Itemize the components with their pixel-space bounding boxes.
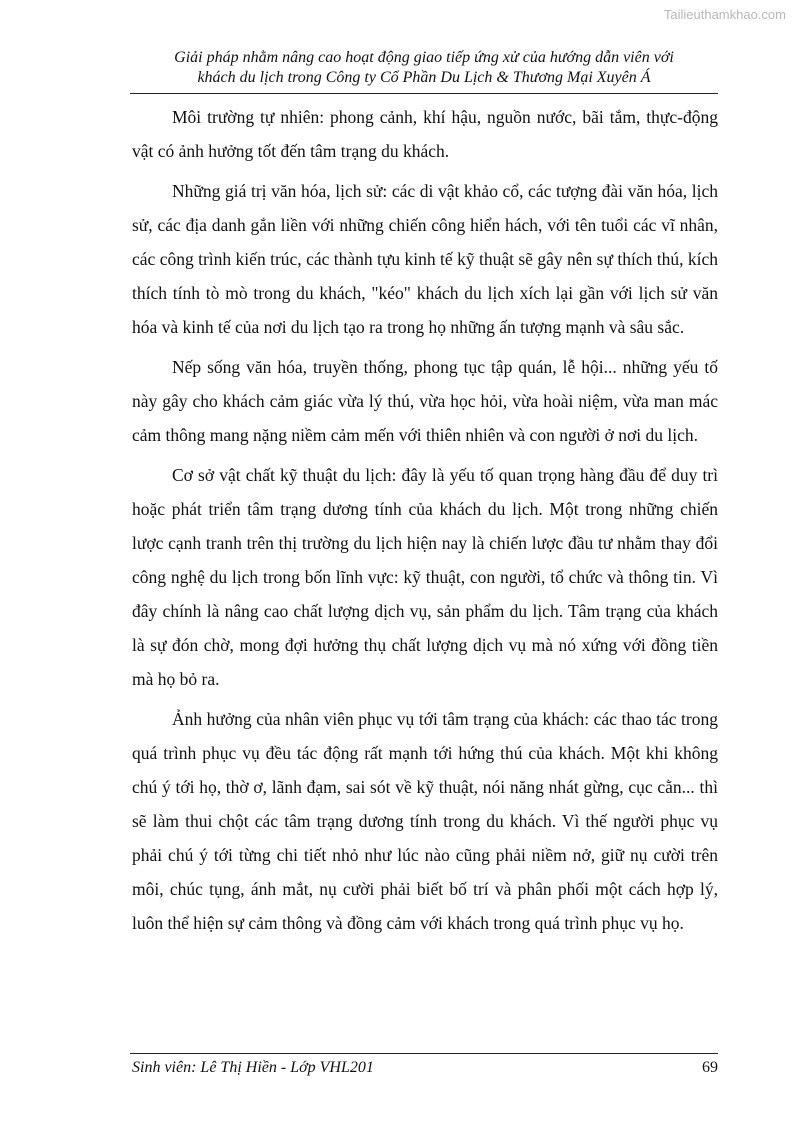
- page-number: 69: [702, 1059, 718, 1076]
- header-line-1: Giải pháp nhằm nâng cao hoạt động giao tiếp ứng xử của hướng dẫn viên với: [174, 49, 674, 66]
- paragraph: Môi trường tự nhiên: phong cảnh, khí hậu, nguồn nước, bãi tắm, thực-động vật có ảnh hưởng tốt đến tâm trạng du khách.: [132, 107, 718, 161]
- paragraph: Cơ sở vật chất kỹ thuật du lịch: đây là yếu tố quan trọng hàng đầu để duy trì hoặc phát triển tâm trạng dương tính của khách du lịch. Một trong những chiến lược cạnh tranh trên thị trường du lịch hiện nay là chiến lược đầu tư nhằm thay đổi công nghệ du lịch trong bốn lĩnh vực: kỹ thuật, con người, tổ chức và thông tin. Vì đây chính là nâng cao chất lượng dịch vụ, sản phẩm du lịch. Tâm trạng của khách là sự đón chờ, mong đợi hưởng thụ chất lượng dịch vụ mà nó xứng với đồng tiền mà họ bỏ ra.: [132, 465, 718, 689]
- document-body: [132, 100, 718, 946]
- watermark: Tailieuthamkhao.com: [663, 7, 786, 22]
- paragraph: Những giá trị văn hóa, lịch sử: các di vật khảo cổ, các tượng đài văn hóa, lịch sử, các địa danh gắn liền với những chiến công hiển hách, với tên tuổi các vĩ nhân, các công trình kiến trúc, các thành tựu kinh tế kỹ thuật sẽ gây nên sự thích thú, kích thích tính tò mò trong du khách, "kéo" khách du lịch xích lại gần với lịch sử văn hóa và kinh tế của nơi du lịch tạo ra trong họ những ấn tượng mạnh và sâu sắc.: [132, 181, 718, 337]
- paragraph: Ảnh hưởng của nhân viên phục vụ tới tâm trạng của khách: các thao tác trong quá trình phục vụ đều tác động rất mạnh tới hứng thú của khách. Một khi không chú ý tới họ, thờ ơ, lãnh đạm, sai sót về kỹ thuật, nói năng nhát gừng, cục cằn... thì sẽ làm thui chột các tâm trạng dương tính trong du khách. Vì thế người phục vụ phải chú ý tới từng chi tiết nhỏ như lúc nào cũng phải niềm nở, giữ nụ cười trên môi, chúc tụng, ánh mắt, nụ cười phải biết bố trí và phân phối một cách hợp lý, luôn thể hiện sự cảm thông và đồng cảm với khách trong quá trình phục vụ họ.: [132, 709, 718, 933]
- paragraph: Nếp sống văn hóa, truyền thống, phong tục tập quán, lễ hội... những yếu tố này gây cho khách cảm giác vừa lý thú, vừa học hỏi, vừa hoài niệm, vừa man mác cảm thông mang nặng niềm cảm mến với thiên nhiên và con người ở nơi du lịch.: [132, 357, 718, 445]
- header-divider: [130, 93, 718, 94]
- page-header: [130, 48, 718, 88]
- footer-divider: [130, 1053, 718, 1054]
- footer-student: Sinh viên: Lê Thị Hiền - Lớp VHL201: [132, 1059, 374, 1076]
- header-line-2: khách du lịch trong Công ty Cổ Phần Du Lịch & Thương Mại Xuyên Á: [197, 69, 651, 86]
